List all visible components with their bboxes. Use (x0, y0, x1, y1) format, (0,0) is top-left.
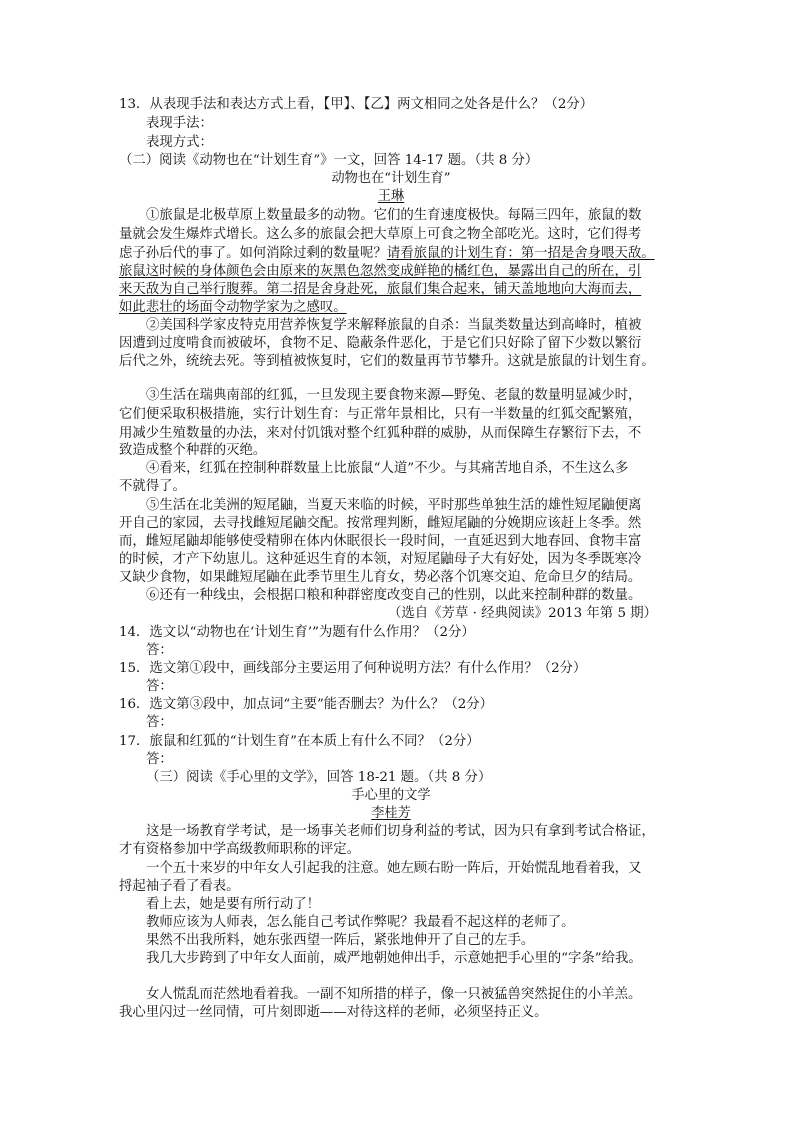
question-14: 14．选文以“动物也在‘计划生育’”为题有什么作用？（2分） (119, 625, 475, 640)
paragraph-5-line: 的时候，才产下幼崽儿。这种延迟生育的本领，对短尾鼬母子大有好处，因为冬季既寒冷 (119, 552, 642, 567)
q13-technique-line: 表现手法： (146, 116, 213, 131)
answer-line: 答： (146, 715, 173, 730)
paragraph-1-line: 虑子孙后代的事了。如何消除过剩的数量呢？请看旅鼠的计划生育：第一招是舍身喂天敌。 (119, 246, 655, 261)
section-2-heading: （二）阅读《动物也在“计划生育”》一文，回答 14-17 题。（共 8 分） (119, 153, 539, 168)
story-line: 这是一场教育学考试，是一场事关老师们切身利益的考试，因为只有拿到考试合格证， (146, 824, 655, 839)
paragraph-1-line: ①旅鼠是北极草原上数量最多的动物。它们的生育速度极快。每隔三四年，旅鼠的数 (146, 208, 642, 223)
story-line: 女人慌乱而茫然地看着我。一副不知所措的样子，像一只被猛兽突然捉住的小羊羔。 (146, 987, 642, 1002)
paragraph-2-line: 因遭到过度啃食而被破坏，食物不足、隐蔽条件恶化，于是它们只好除了留下少数以繁衍 (119, 336, 642, 351)
paragraph-2-line: ②美国科学家皮特克用营养恢复学来解释旅鼠的自杀：当鼠类数量达到高峰时，植被 (146, 318, 642, 333)
question-13: 13．从表现手法和表达方式上看，【甲】、【乙】两文相同之处各是什么？（2分） (119, 97, 594, 112)
underlined-passage: 旅鼠这时候的身体颜色会由原来的灰黑色忽然变成鲜艳的橘红色，暴露出自己的所在，引 (119, 264, 642, 279)
question-17: 17．旅鼠和红狐的“计划生育”在本质上有什么不同？（2分） (119, 734, 480, 749)
story-line: 才有资格参加中学高级教师职称的评定。 (119, 842, 361, 857)
paragraph-5-line: 又缺少食物，如果雌短尾鼬在此季节里生儿育女，势必落个饥寒交迫、危命旦夕的结局。 (119, 570, 642, 585)
answer-line: 答： (146, 679, 173, 694)
q13-expression-line: 表现方式： (146, 135, 213, 150)
story-title: 手心里的文学 (351, 788, 431, 803)
story-line: 我心里闪过一丝同情，可片刻即逝——对待这样的老师，必须坚持正义。 (119, 1005, 548, 1020)
underlined-passage: 请看旅鼠的计划生育：第一招是舍身喂天敌。 (386, 246, 655, 261)
story-line: 捋起袖子看了看表。 (119, 879, 240, 894)
paragraph-3-line: 它们便采取积极措施，实行计划生育：与正常年景相比，只有一半数量的红狐交配繁殖， (119, 407, 642, 422)
answer-line: 答： (146, 752, 173, 767)
paragraph-1-line: 量就会发生爆炸式增长。这么多的旅鼠会把大草原上可食之物全部吃光。这时，它们得考 (119, 227, 642, 242)
question-16: 16．选文第③段中，加点词“主要”能否删去？为什么？（2分） (119, 697, 494, 712)
article-author: 王琳 (377, 189, 405, 204)
paragraph-5-line: ⑤生活在北美洲的短尾鼬，当夏天来临的时候，平时那些单独生活的雄性短尾鼬便离 (146, 498, 642, 513)
underlined-passage: 如此悲壮的场面令动物学家为之感叹。 (119, 300, 347, 315)
story-line: 果然不出我所料，她东张西望一阵后，紧张地伸开了自己的左手。 (146, 933, 535, 948)
story-author: 李桂芳 (371, 806, 411, 821)
paragraph-5-line: 开自己的家园，去寻找雌短尾鼬交配。按常理判断，雌短尾鼬的分娩期应该赶上冬季。然 (119, 516, 642, 531)
article-source: （选自《芳草 · 经典阅读》2013 年第 5 期） (388, 606, 657, 621)
story-line: 一个五十来岁的中年女人引起我的注意。她左顾右盼一阵后，开始慌乱地看着我，又 (146, 861, 642, 876)
paragraph-3-line: ③生活在瑞典南部的红狐，一旦发现主要食物来源—野兔、老鼠的数量明显减少时， (146, 388, 642, 403)
paragraph-5-line: 而，雌短尾鼬却能够使受精卵在体内休眠很长一段时间，一直延迟到大地春回、食物丰富 (119, 534, 642, 549)
story-line: 教师应该为人师表，怎么能自己考试作弊呢？我最看不起这样的老师了。 (146, 915, 575, 930)
paragraph-3-line: 用减少生殖数量的办法，来对付饥饿对整个红狐种群的威胁，从而保障生存繁衍下去，不 (119, 426, 642, 441)
paragraph-4-line: ④看来，红狐在控制种群数量上比旅鼠“人道”不少。与其痛苦地自杀，不生这么多 (146, 461, 629, 476)
story-line: 我几大步跨到了中年女人面前，威严地朝她伸出手，示意她把手心里的“字条”给我。 (146, 951, 642, 966)
section-3-heading: （三）阅读《手心里的文学》，回答 18-21 题。（共 8 分） (146, 770, 492, 785)
paragraph-2-line: 后代之外，统统去死。等到植被恢复时，它们的数量再节节攀升。这就是旅鼠的计划生育。 (119, 354, 655, 369)
answer-line: 答： (146, 643, 173, 658)
underlined-passage: 来天敌为自己举行腹葬。第二招是舍身赴死，旅鼠们集合起来，铺天盖地地向大海而去， (119, 282, 642, 297)
article-title: 动物也在“计划生育” (331, 171, 451, 186)
story-line: 看上去，她是要有所行动了！ (146, 897, 321, 912)
paragraph-3-line: 致造成整个种群的灭绝。 (119, 443, 267, 458)
paragraph-4-line: 不就得了。 (119, 479, 186, 494)
question-15: 15．选文第①段中，画线部分主要运用了何种说明方法？有什么作用？（2分） (119, 661, 587, 676)
paragraph-6-line: ⑥还有一种线虫，会根据口粮和种群密度改变自己的性别，以此来控制种群的数量。 (146, 588, 642, 603)
